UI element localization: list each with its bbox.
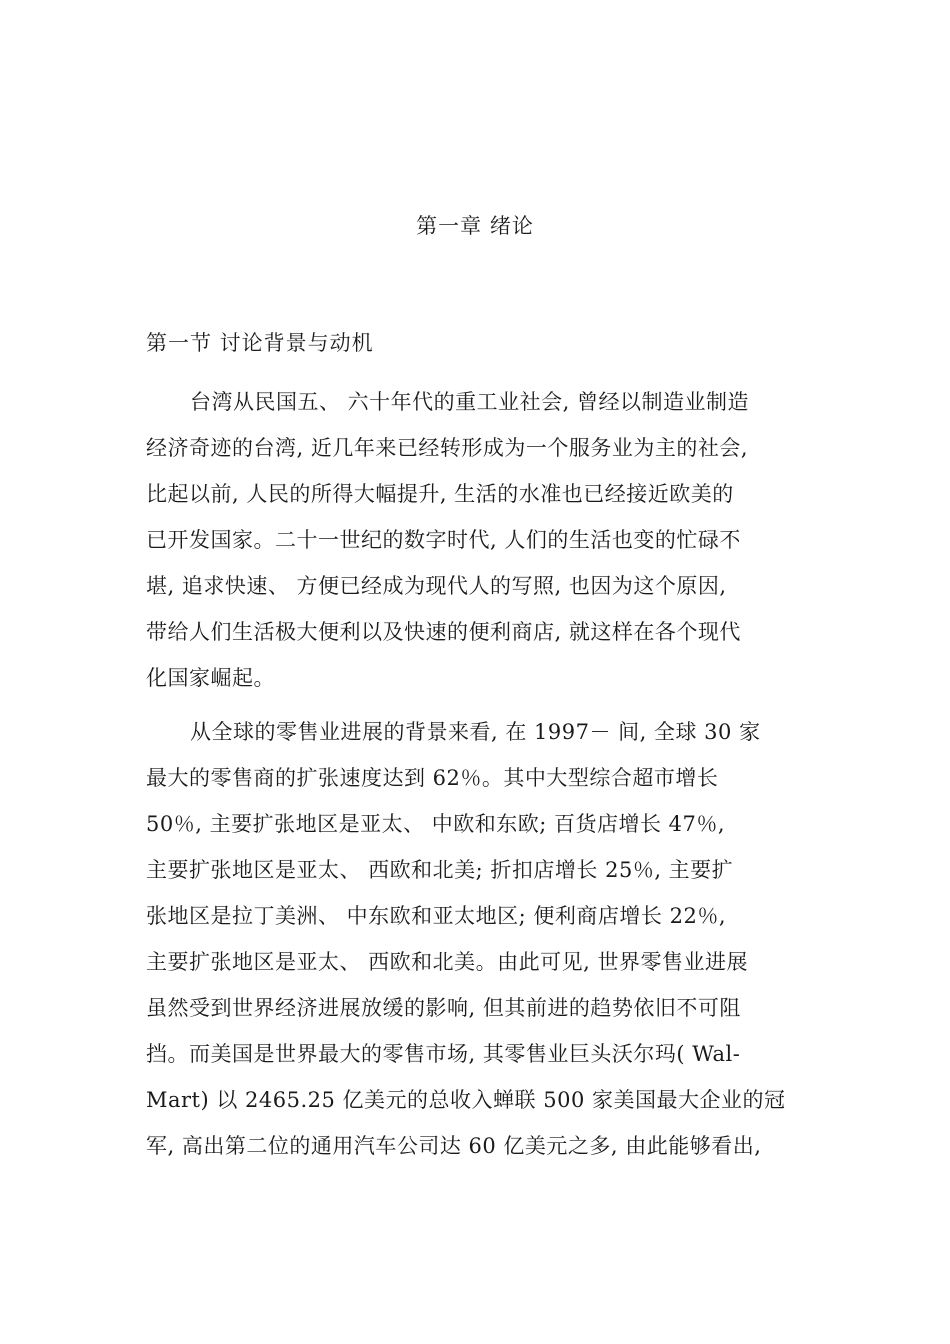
paragraph-line: 化国家崛起。 [146,666,275,690]
paragraph-line: 50％, 主要扩张地区是亚太、 中欧和东欧; 百货店增长 47％, [146,812,726,836]
paragraph-line: 最大的零售商的扩张速度达到 62％。其中大型综合超市增长 [146,766,719,790]
paragraph-line: 挡。而美国是世界最大的零售市场, 其零售业巨头沃尔玛( Wal- [146,1042,741,1066]
paragraph-line: Mart) 以 2465.25 亿美元的总收入蝉联 500 家美国最大企业的冠 [146,1088,786,1112]
paragraph-line: 从全球的零售业进展的背景来看, 在 1997－ 间, 全球 30 家 [190,720,761,744]
paragraph-line: 张地区是拉丁美洲、 中东欧和亚太地区; 便利商店增长 22％, [146,904,726,928]
section-title: 第一节 讨论背景与动机 [146,331,374,355]
paragraph-line: 主要扩张地区是亚太、 西欧和北美。由此可见, 世界零售业进展 [146,950,749,974]
paragraph-line: 经济奇迹的台湾, 近几年来已经转形成为一个服务业为主的社会, [146,436,749,460]
paragraph-line: 带给人们生活极大便利以及快速的便利商店, 就这样在各个现代 [146,620,741,644]
paragraph-line: 已开发国家。二十一世纪的数字时代, 人们的生活也变的忙碌不 [146,528,741,552]
paragraph-line: 主要扩张地区是亚太、 西欧和北美; 折扣店增长 25％, 主要扩 [146,858,734,882]
paragraph-line: 堪, 追求快速、 方便已经成为现代人的写照, 也因为这个原因, [146,574,727,598]
paragraph-line: 虽然受到世界经济进展放缓的影响, 但其前进的趋势依旧不可阻 [146,996,741,1020]
paragraph-line: 比起以前, 人民的所得大幅提升, 生活的水准也已经接近欧美的 [146,482,734,506]
paragraph-line: 军, 高出第二位的通用汽车公司达 60 亿美元之多, 由此能够看出, [146,1134,762,1158]
paragraph-line: 台湾从民国五、 六十年代的重工业社会, 曾经以制造业制造 [190,390,750,414]
chapter-title: 第一章 绪论 [416,214,534,238]
